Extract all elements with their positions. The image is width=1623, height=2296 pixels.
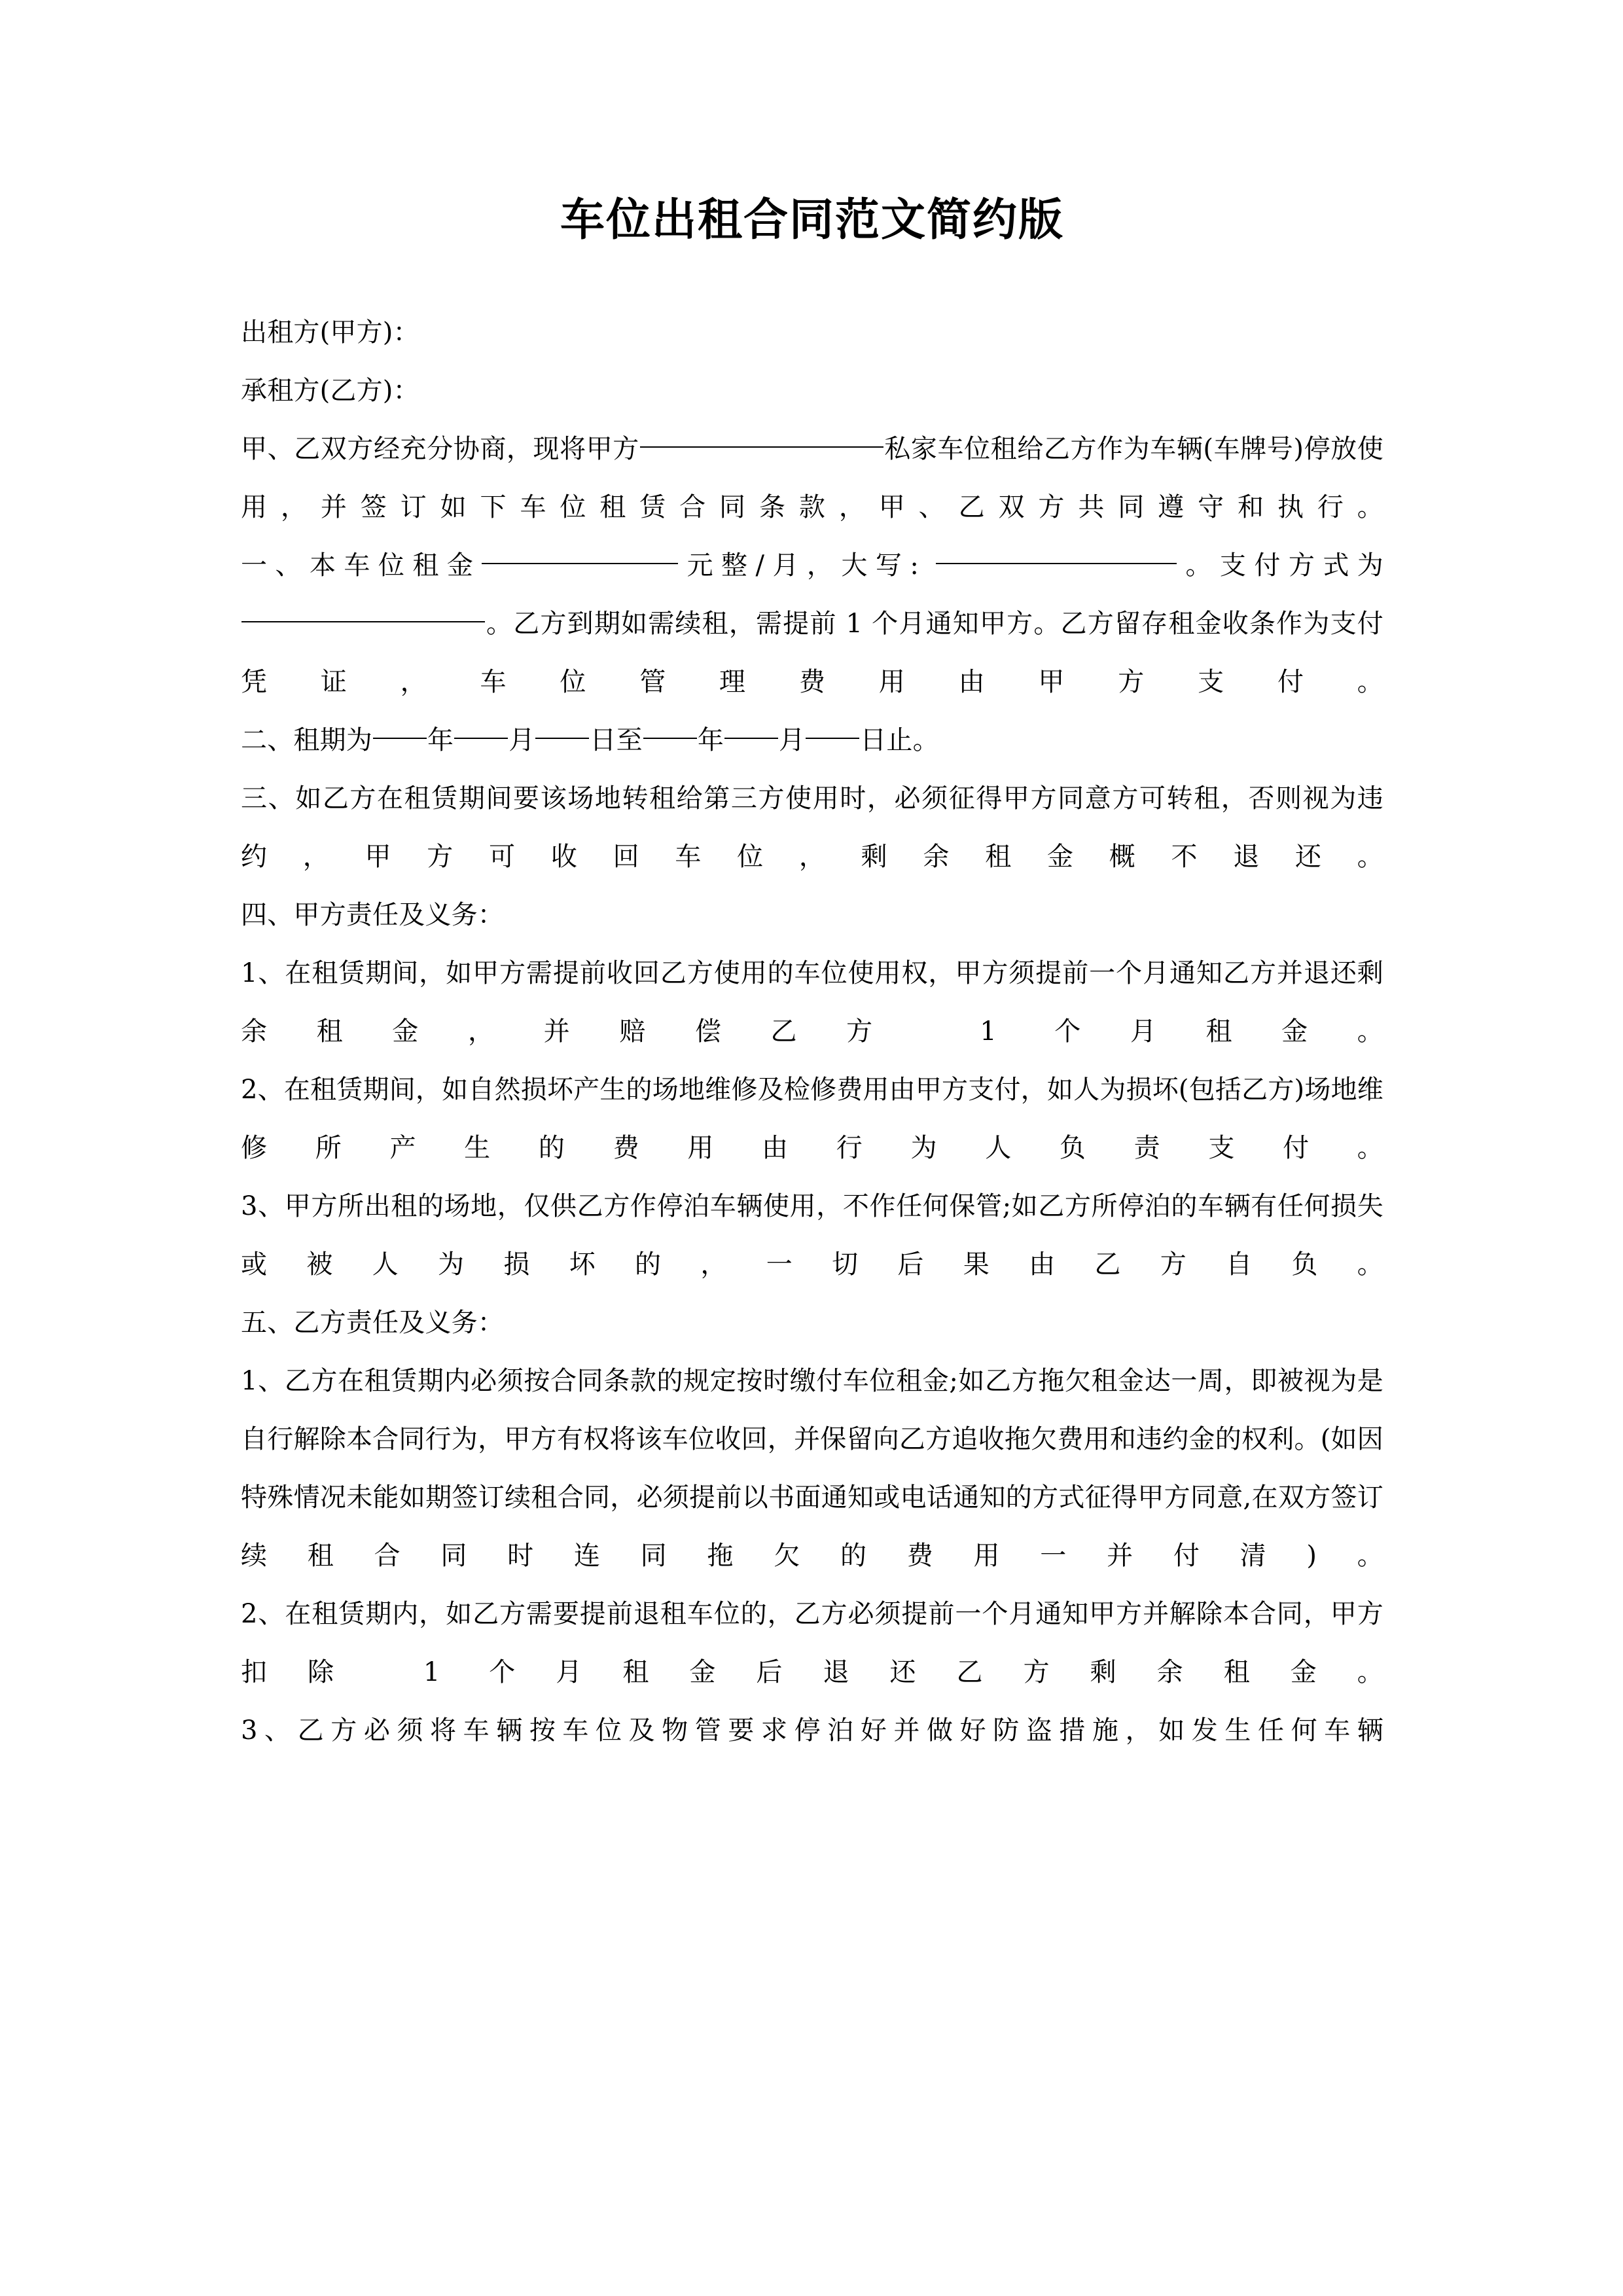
paragraph-text: 3、乙方必须将车辆按车位及物管要求停泊好并做好防盗措施，如发生任何车辆 [241, 1715, 1383, 1746]
paragraph-text: 元整/月，大写: [679, 550, 936, 581]
paragraph-clause-1 [241, 537, 1383, 711]
paragraph-clause-4 [241, 886, 1383, 944]
paragraph-clause-4-3 [241, 1177, 1383, 1294]
paragraph-text: 月 [508, 725, 535, 755]
document-content [241, 0, 1383, 1760]
paragraph-clause-4-2 [241, 1061, 1383, 1177]
paragraph-text: 私家车位租给乙方作为车辆(车牌号)停放使用，并签订如下车位租赁合同条款，甲、乙双方共同遵守和执行。 [241, 433, 1383, 522]
paragraph-text: 。支付方式为 [1177, 550, 1384, 581]
paragraph-text: 承租方(乙方)： [241, 375, 419, 406]
paragraph-text: 。乙方到期如需续租，需提前 1 个月通知甲方。乙方留存租金收条作为支付凭证，车位管理费用由甲方支付。 [241, 608, 1383, 697]
paragraph-text: 三、如乙方在租赁期间要该场地转租给第三方使用时，必须征得甲方同意方可转租，否则视为违约，甲方可收回车位，剩余租金概不退还。 [241, 783, 1383, 872]
fill-in-blank[interactable] [640, 420, 883, 448]
paragraph-text: 日至 [590, 725, 643, 755]
paragraph-text: 年 [697, 725, 724, 755]
paragraph-text: 1、乙方在租赁期内必须按合同条款的规定按时缴付车位租金;如乙方拖欠租金达一周，即被视为是自行解除本合同行为，甲方有权将该车位收回，并保留向乙方追收拖欠费用和违约金的权利。(如因特殊情况未能如期签订续租合同，必须提前以书面通知或电话通知的方式征得甲方同意,在双方签订续租合同时连同拖欠的费用一并付清)。 [241, 1365, 1383, 1571]
paragraph-lessor [241, 304, 1383, 362]
paragraph-text: 出租方(甲方)： [241, 317, 419, 348]
paragraph-clause-4-1 [241, 944, 1383, 1061]
fill-in-blank[interactable] [806, 711, 859, 739]
page-title: 车位出租合同范文简约版 [560, 194, 1064, 246]
paragraph-text: 2、在租赁期内，如乙方需要提前退租车位的，乙方必须提前一个月通知甲方并解除本合同，甲方扣除 1 个月租金后退还乙方剩余租金。 [241, 1598, 1383, 1687]
paragraph-text: 五、乙方责任及义务： [241, 1307, 504, 1338]
fill-in-blank[interactable] [482, 537, 678, 564]
paragraph-text: 一、本车位租金 [241, 550, 482, 581]
paragraph-text: 1、在租赁期间，如甲方需提前收回乙方使用的车位使用权，甲方须提前一个月通知乙方并退还剩余租金，并赔偿乙方 1 个月租金。 [241, 958, 1383, 1047]
paragraph-clause-5-3 [241, 1702, 1383, 1760]
fill-in-blank[interactable] [724, 711, 778, 739]
paragraph-text: 四、甲方责任及义务： [241, 899, 504, 930]
paragraph-text: 甲、乙双方经充分协商，现将甲方 [241, 433, 639, 464]
paragraph-text: 3、甲方所出租的场地，仅供乙方作停泊车辆使用，不作任何保管;如乙方所停泊的车辆有任何损失或被人为损坏的，一切后果由乙方自负。 [241, 1191, 1383, 1280]
paragraph-text: 二、租期为 [241, 725, 372, 755]
fill-in-blank[interactable] [535, 711, 589, 739]
fill-in-blank[interactable] [241, 595, 485, 622]
paragraph-clause-5 [241, 1294, 1383, 1352]
paragraph-text: 月 [779, 725, 806, 755]
paragraph-clause-3 [241, 770, 1383, 886]
paragraph-text: 日止。 [860, 725, 939, 755]
document-body [241, 304, 1383, 1760]
paragraph-clause-5-2 [241, 1585, 1383, 1702]
paragraph-preamble [241, 420, 1383, 537]
fill-in-blank[interactable] [643, 711, 697, 739]
paragraph-text: 年 [427, 725, 454, 755]
fill-in-blank[interactable] [373, 711, 427, 739]
paragraph-lessee [241, 362, 1383, 420]
paragraph-text: 2、在租赁期间，如自然损坏产生的场地维修及检修费用由甲方支付，如人为损坏(包括乙方)场地维修所产生的费用由行为人负责支付。 [241, 1074, 1383, 1163]
paragraph-clause-5-1 [241, 1352, 1383, 1585]
fill-in-blank[interactable] [454, 711, 508, 739]
paragraph-clause-2 [241, 711, 1383, 770]
fill-in-blank[interactable] [936, 537, 1177, 564]
